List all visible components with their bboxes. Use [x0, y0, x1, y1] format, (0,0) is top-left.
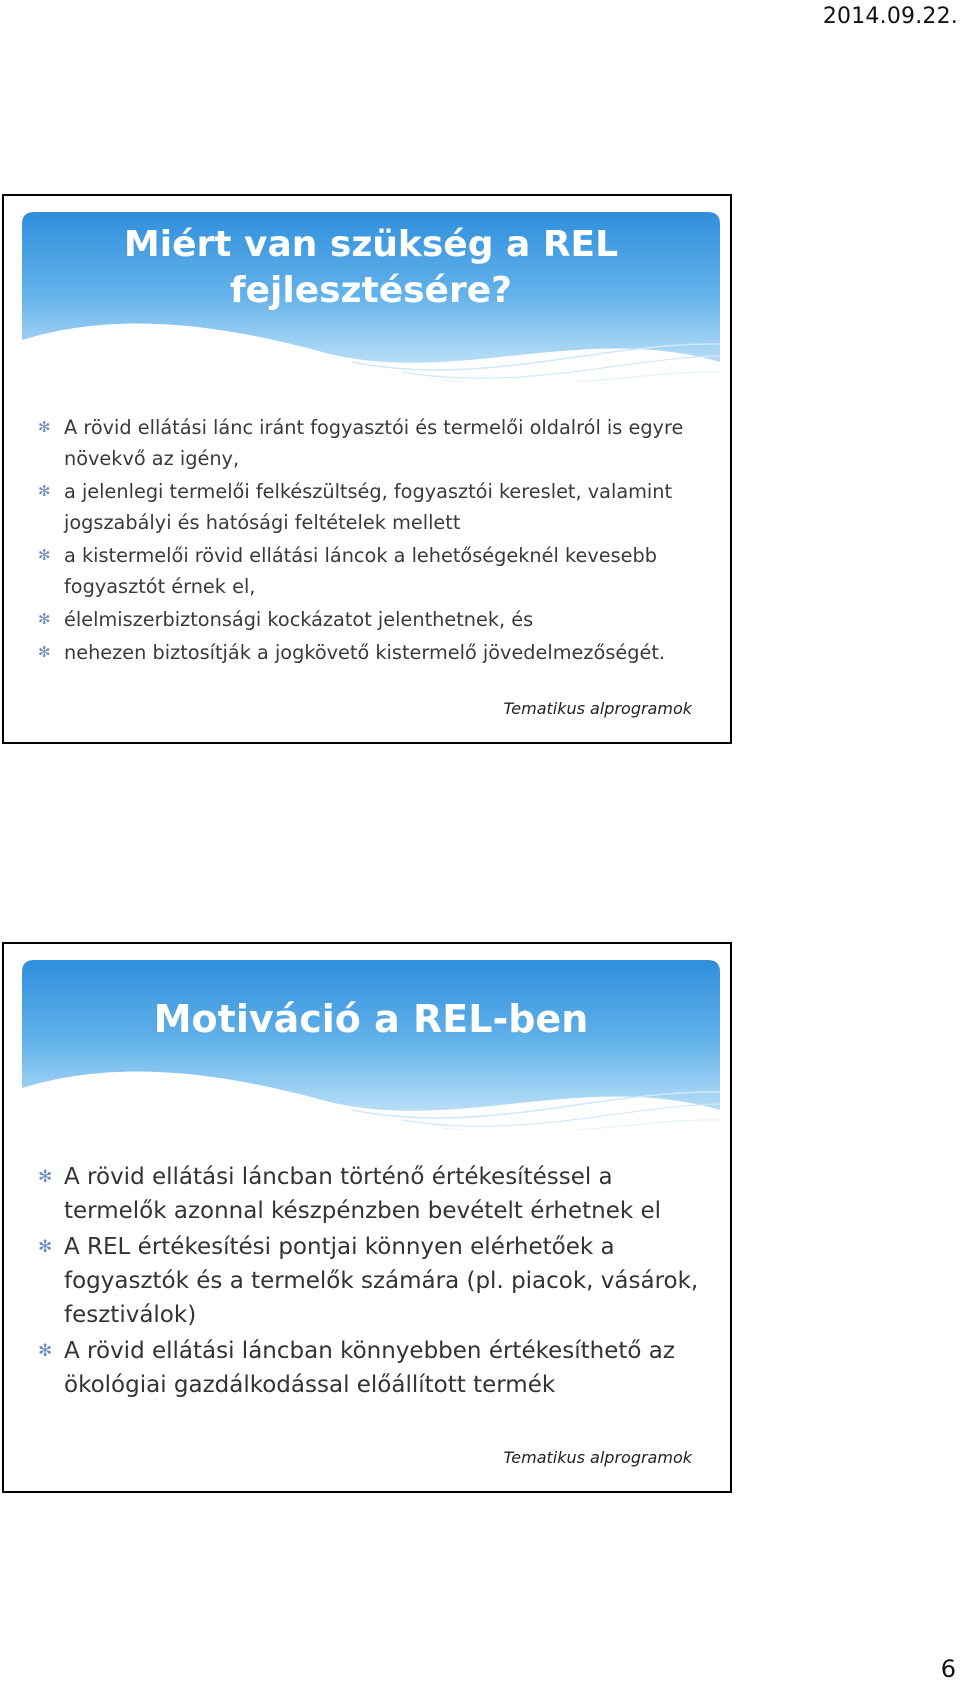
page-number: 6: [940, 1655, 956, 1683]
list-item: [38, 412, 718, 474]
list-item: [38, 604, 718, 635]
list-item: [38, 1334, 718, 1402]
slide-1-title-line-1: Miért van szükség a REL: [123, 224, 619, 265]
bullet-text: a kistermelői rövid ellátási láncok a lehetőségeknél kevesebb fogyasztót érnek el,: [64, 544, 657, 598]
asterisk-bullet-icon: ✻: [38, 643, 51, 661]
list-item: [38, 540, 718, 602]
slide-2-title-line-1: Motiváció a REL-ben: [153, 997, 589, 1041]
slide-2: [2, 942, 732, 1493]
bullet-text: a jelenlegi termelői felkészültség, fogyasztói kereslet, valamint jogszabályi és hatósági feltételek mellett: [64, 480, 673, 534]
bullet-text: A rövid ellátási láncban könnyebben értékesíthető az ökológiai gazdálkodással előállított termék: [64, 1338, 675, 1398]
banner-wave-shape: [22, 960, 720, 1130]
slide-2-title-banner: [22, 960, 720, 1130]
asterisk-bullet-icon: ✻: [38, 418, 51, 436]
slide-1-title: [22, 222, 720, 314]
bullet-text: élelmiszerbiztonsági kockázatot jelenthetnek, és: [64, 608, 534, 631]
bullet-text: A rövid ellátási láncban történő értékesítéssel a termelők azonnal készpénzben bevételt érhetnek el: [64, 1164, 662, 1224]
list-item: [38, 637, 718, 668]
asterisk-bullet-icon: ✻: [38, 1167, 53, 1187]
asterisk-bullet-icon: ✻: [38, 482, 51, 500]
slide-1-footer: Tematikus alprogramok: [503, 699, 692, 718]
slide-1-bullet-list: [38, 412, 718, 670]
slide-2-footer: Tematikus alprogramok: [503, 1448, 692, 1467]
bullet-text: nehezen biztosítják a jogkövető kistermelő jövedelmezőségét.: [64, 641, 666, 664]
list-item: [38, 476, 718, 538]
slide-1-title-line-2: fejlesztésére?: [229, 270, 513, 311]
asterisk-bullet-icon: ✻: [38, 1237, 53, 1257]
asterisk-bullet-icon: ✻: [38, 610, 51, 628]
slide-2-title: [22, 994, 720, 1044]
slide-2-bullet-list: [38, 1160, 718, 1404]
list-item: [38, 1160, 718, 1228]
list-item: [38, 1230, 718, 1332]
page-date: 2014.09.22.: [822, 4, 958, 29]
slide-1-title-banner: [22, 212, 720, 382]
bullet-text: A rövid ellátási lánc iránt fogyasztói és termelői oldalról is egyre növekvő az igény,: [64, 416, 684, 470]
slide-1: [2, 194, 732, 744]
bullet-text: A REL értékesítési pontjai könnyen elérhetőek a fogyasztók és a termelők számára (pl. piacok, vásárok, fesztiválok): [64, 1234, 699, 1328]
asterisk-bullet-icon: ✻: [38, 1341, 53, 1361]
asterisk-bullet-icon: ✻: [38, 546, 51, 564]
